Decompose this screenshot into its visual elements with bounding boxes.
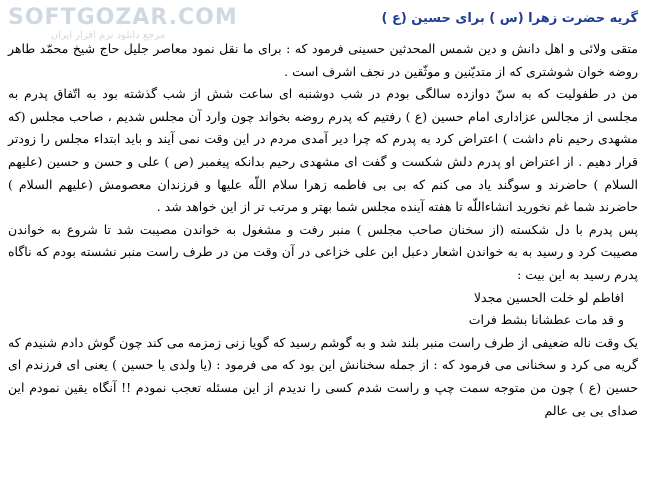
watermark-tagline: مرجع دانلود نرم افزار ایران: [50, 30, 166, 41]
paragraph-sermon: پس پدرم با دل شکسته (از سخنان صاحب مجلس ) منبر رفت و مشغول به خواندن مصیبت شد تا شروع به خواندن مصیبت کرد و رسید به به خواندن اشعار دعبل ابن علی خزاعی در آن وقت من در طرف راست منبر نشسته بودم که ناگاه پدرم رسید به این بیت :: [8, 221, 638, 282]
paragraph-childhood-story: من در طفولیت که به سنّ دوازده سالگی بودم در شب دوشنبه ای ساعت شش از شب گذشته بود به اتّفاق پدرم به مجلسی از مجالس عزاداری امام حسین (ع ) رفتیم که پدرم روضه بخواند چون وارد آن مجلس شدیم ، صاحب مجلس (که مشهدی رحیم نام داشت ) اعتراض کرد به پدرم که چرا دیر آمدی مردم در این وقت نمی آیند و باید ابتداء مجلس را زودتر قرار دهیم . از اعتراض او پدرم دلش شکست و گفت ای مشهدی رحیم بدانکه پیغمبر (ص ) علی و حسن و حسین (علیهم السلام ) حاضرند و سوگند یاد می کنم که بی بی فاطمه زهرا سلام اللّه علیها و فرزندان معصومش (علیهم السلام ) حاضرند شما غم نخورید انشاءاللّه تا هفته آینده مجلس شما بهتر و مرتب تر از این خواهد شد .: [8, 86, 638, 215]
document-title: گریه حضرت زهرا (س ) برای حسین (ع ): [381, 11, 638, 26]
poem-line-2: و قد مات عطشانا بشط فرات: [468, 312, 624, 328]
document-body: [8, 5, 638, 422]
paragraph-intro: متقی ولائی و اهل دانش و دین شمس المحدثین حسینی فرمود که : برای ما نقل نمود معاصر جلیل حاج شیخ محمّد طاهر روضه خوان شوشتری که از متدیّنین و موثّقین در نجف اشرف است .: [8, 41, 638, 79]
poem-line-1: افاطم لو خلت الحسین مجدلا: [473, 289, 624, 305]
watermark-logo: SOFTGOZAR.COM: [8, 5, 238, 30]
paragraph-lament: یک وقت ناله ضعیفی از طرف راست منبر بلند شد و به گوشم رسید که گویا زنی زمزمه می کند چون گوش دادم شنیدم که گریه می کرد و سخنانی می فرمود که : از جمله سخنانش این بود که می فرمود : (یا ولدی یا حسین ) یعنی ای فرزندم ای حسین (ع ) چون من متوجه سمت چپ و راست شدم کسی را ندیدم از این مسئله تعجب نمودم !! آنگاه یقین نمودم این صدای بی بی عالم: [8, 334, 638, 418]
